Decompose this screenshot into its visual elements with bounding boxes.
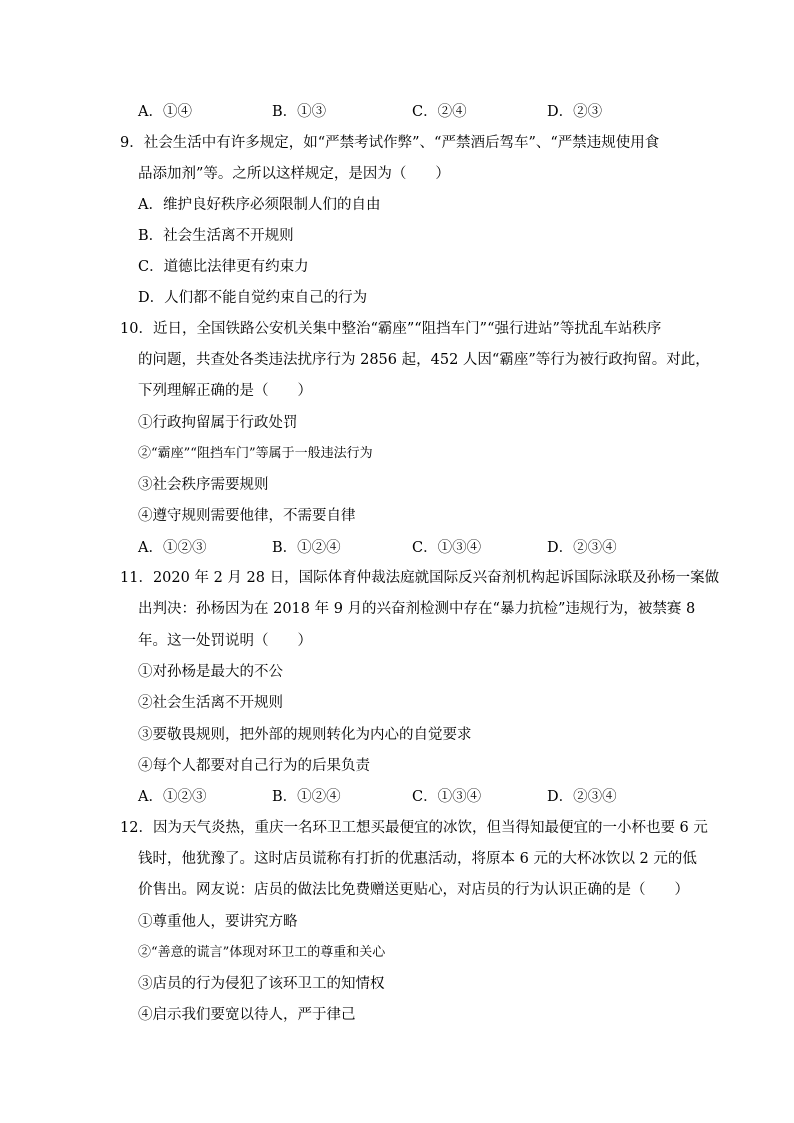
q9-option-b: B．社会生活离不开规则 (138, 228, 294, 244)
q9-stem-line2: 品添加剂”等。之所以这样规定，是因为（ ） (138, 166, 450, 182)
q12-statement-1: ①尊重他人，要讲究方略 (138, 914, 298, 930)
q9-stem-line1: 9．社会生活中有许多规定，如“严禁考试作弊”、“严禁酒后驾车”、“严禁违规使用食 (120, 135, 660, 151)
q8-option-c: C．②④ (412, 104, 467, 120)
q11-stem-line3: 年。这一处罚说明（ ） (138, 633, 312, 649)
q10-stem-line2: 的问题，共查处各类违法扰序行为 2856 起，452 人因“霸座”等行为被行政拘留。对此， (138, 352, 710, 368)
q10-option-c: C．①③④ (412, 540, 482, 556)
q10-option-a: A．①②③ (138, 540, 207, 556)
q8-option-b: B．①③ (272, 104, 327, 120)
q11-option-d: D．②③④ (547, 789, 617, 805)
q12-stem-line2: 钱时，他犹豫了。这时店员谎称有打折的优惠活动，将原本 6 元的大杯冰饮以 2 元的低 (138, 851, 697, 867)
q10-stem-line1: 10．近日，全国铁路公安机关集中整治“霸座”“阻挡车门”“强行进站”等扰乱车站秩序 (120, 321, 662, 337)
q11-option-a: A．①②③ (138, 789, 207, 805)
q11-statement-4: ④每个人都要对自己行为的后果负责 (138, 758, 370, 774)
q11-stem-line1: 11．2020 年 2 月 28 日，国际体育仲裁法庭就国际反兴奋剂机构起诉国际泳联及孙杨一案做 (120, 570, 720, 586)
q11-stem-line2: 出判决：孙杨因为在 2018 年 9 月的兴奋剂检测中存在“暴力抗检”违规行为，被禁赛 8 (138, 601, 696, 617)
q10-option-b: B．①②④ (272, 540, 341, 556)
q10-statement-4: ④遵守规则需要他律，不需要自律 (138, 508, 356, 524)
q10-statement-2: ②“霸座”“阻挡车门”等属于一般违法行为 (138, 446, 373, 461)
q9-option-c: C．道德比法律更有约束力 (138, 259, 309, 275)
q11-option-b: B．①②④ (272, 789, 341, 805)
q10-option-d: D．②③④ (547, 540, 617, 556)
q11-statement-2: ②社会生活离不开规则 (138, 695, 283, 711)
q10-statement-1: ①行政拘留属于行政处罚 (138, 415, 298, 431)
q11-statement-3: ③要敬畏规则，把外部的规则转化为内心的自觉要求 (138, 727, 472, 743)
q8-option-a: A．①④ (138, 104, 192, 120)
q12-stem-line1: 12．因为天气炎热，重庆一名环卫工想买最便宜的冰饮，但当得知最便宜的一小杯也要 6 元 (120, 820, 708, 836)
q12-stem-line3: 价售出。网友说：店员的做法比免费赠送更贴心，对店员的行为认识正确的是（ ） (138, 882, 689, 898)
q8-option-d: D．②③ (547, 104, 603, 120)
q12-statement-4: ④启示我们要宽以待人，严于律己 (138, 1007, 356, 1023)
q10-statement-3: ③社会秩序需要规则 (138, 477, 269, 493)
q10-stem-line3: 下列理解正确的是（ ） (138, 383, 312, 399)
q9-option-a: A．维护良好秩序必须限制人们的自由 (138, 197, 381, 213)
q9-option-d: D．人们都不能自觉约束自己的行为 (138, 290, 368, 306)
q11-option-c: C．①③④ (412, 789, 482, 805)
q11-statement-1: ①对孙杨是最大的不公 (138, 664, 283, 680)
q12-statement-2: ②“善意的谎言”体现对环卫工的尊重和关心 (138, 945, 386, 960)
q12-statement-3: ③店员的行为侵犯了该环卫工的知情权 (138, 976, 385, 992)
